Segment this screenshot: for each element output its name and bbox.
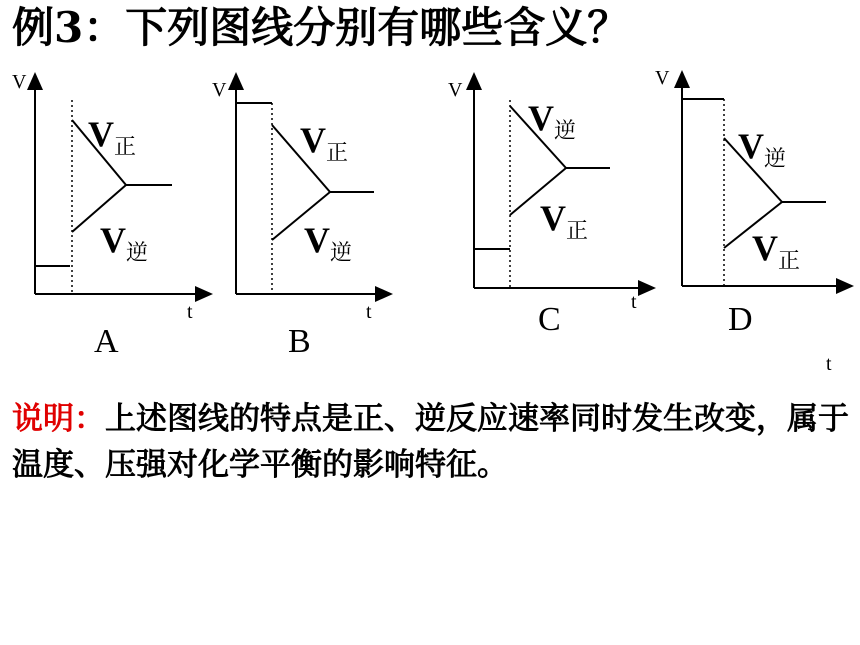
graph-d [655,67,846,375]
graph-d-y-label: V [655,67,670,89]
graph-c-x-label: t [631,291,637,313]
graph-b-x-label: t [366,301,372,323]
graph-a-lower-label: V逆 [100,220,149,266]
graph-c-y-label: V [448,79,463,101]
graph-c-upper-label: V逆 [528,98,577,144]
graph-c [448,79,648,338]
graph-b-upper-label: V正 [300,120,349,166]
graph-b-y-label: V [212,79,227,101]
explanation [12,396,857,488]
graph-a-x-label: t [187,301,193,323]
graph-a-upper-label: V正 [88,114,137,160]
graph-a [12,71,205,360]
graph-d-x-label: t [826,353,832,375]
graph-c-lower-label: V正 [540,198,589,244]
graph-b-lower-label: V逆 [304,220,353,266]
graph-d-lower-label: V正 [752,228,801,274]
graph-d-upper-label: V逆 [738,126,787,172]
graph-a-y-label: V [12,71,27,93]
graph-c-name: C [538,301,561,338]
explanation-text: 上述图线的特点是正、逆反应速率同时发生改变，属于温度、压强对化学平衡的影响特征。 [12,401,849,483]
graph-b [212,79,385,360]
slide-title: 例3：下列图线分别有哪些含义？ [12,3,630,52]
graph-b-name: B [288,323,311,360]
graph-a-name: A [94,323,119,360]
explanation-prefix: 说明： [12,401,105,437]
graph-d-name: D [728,301,753,338]
